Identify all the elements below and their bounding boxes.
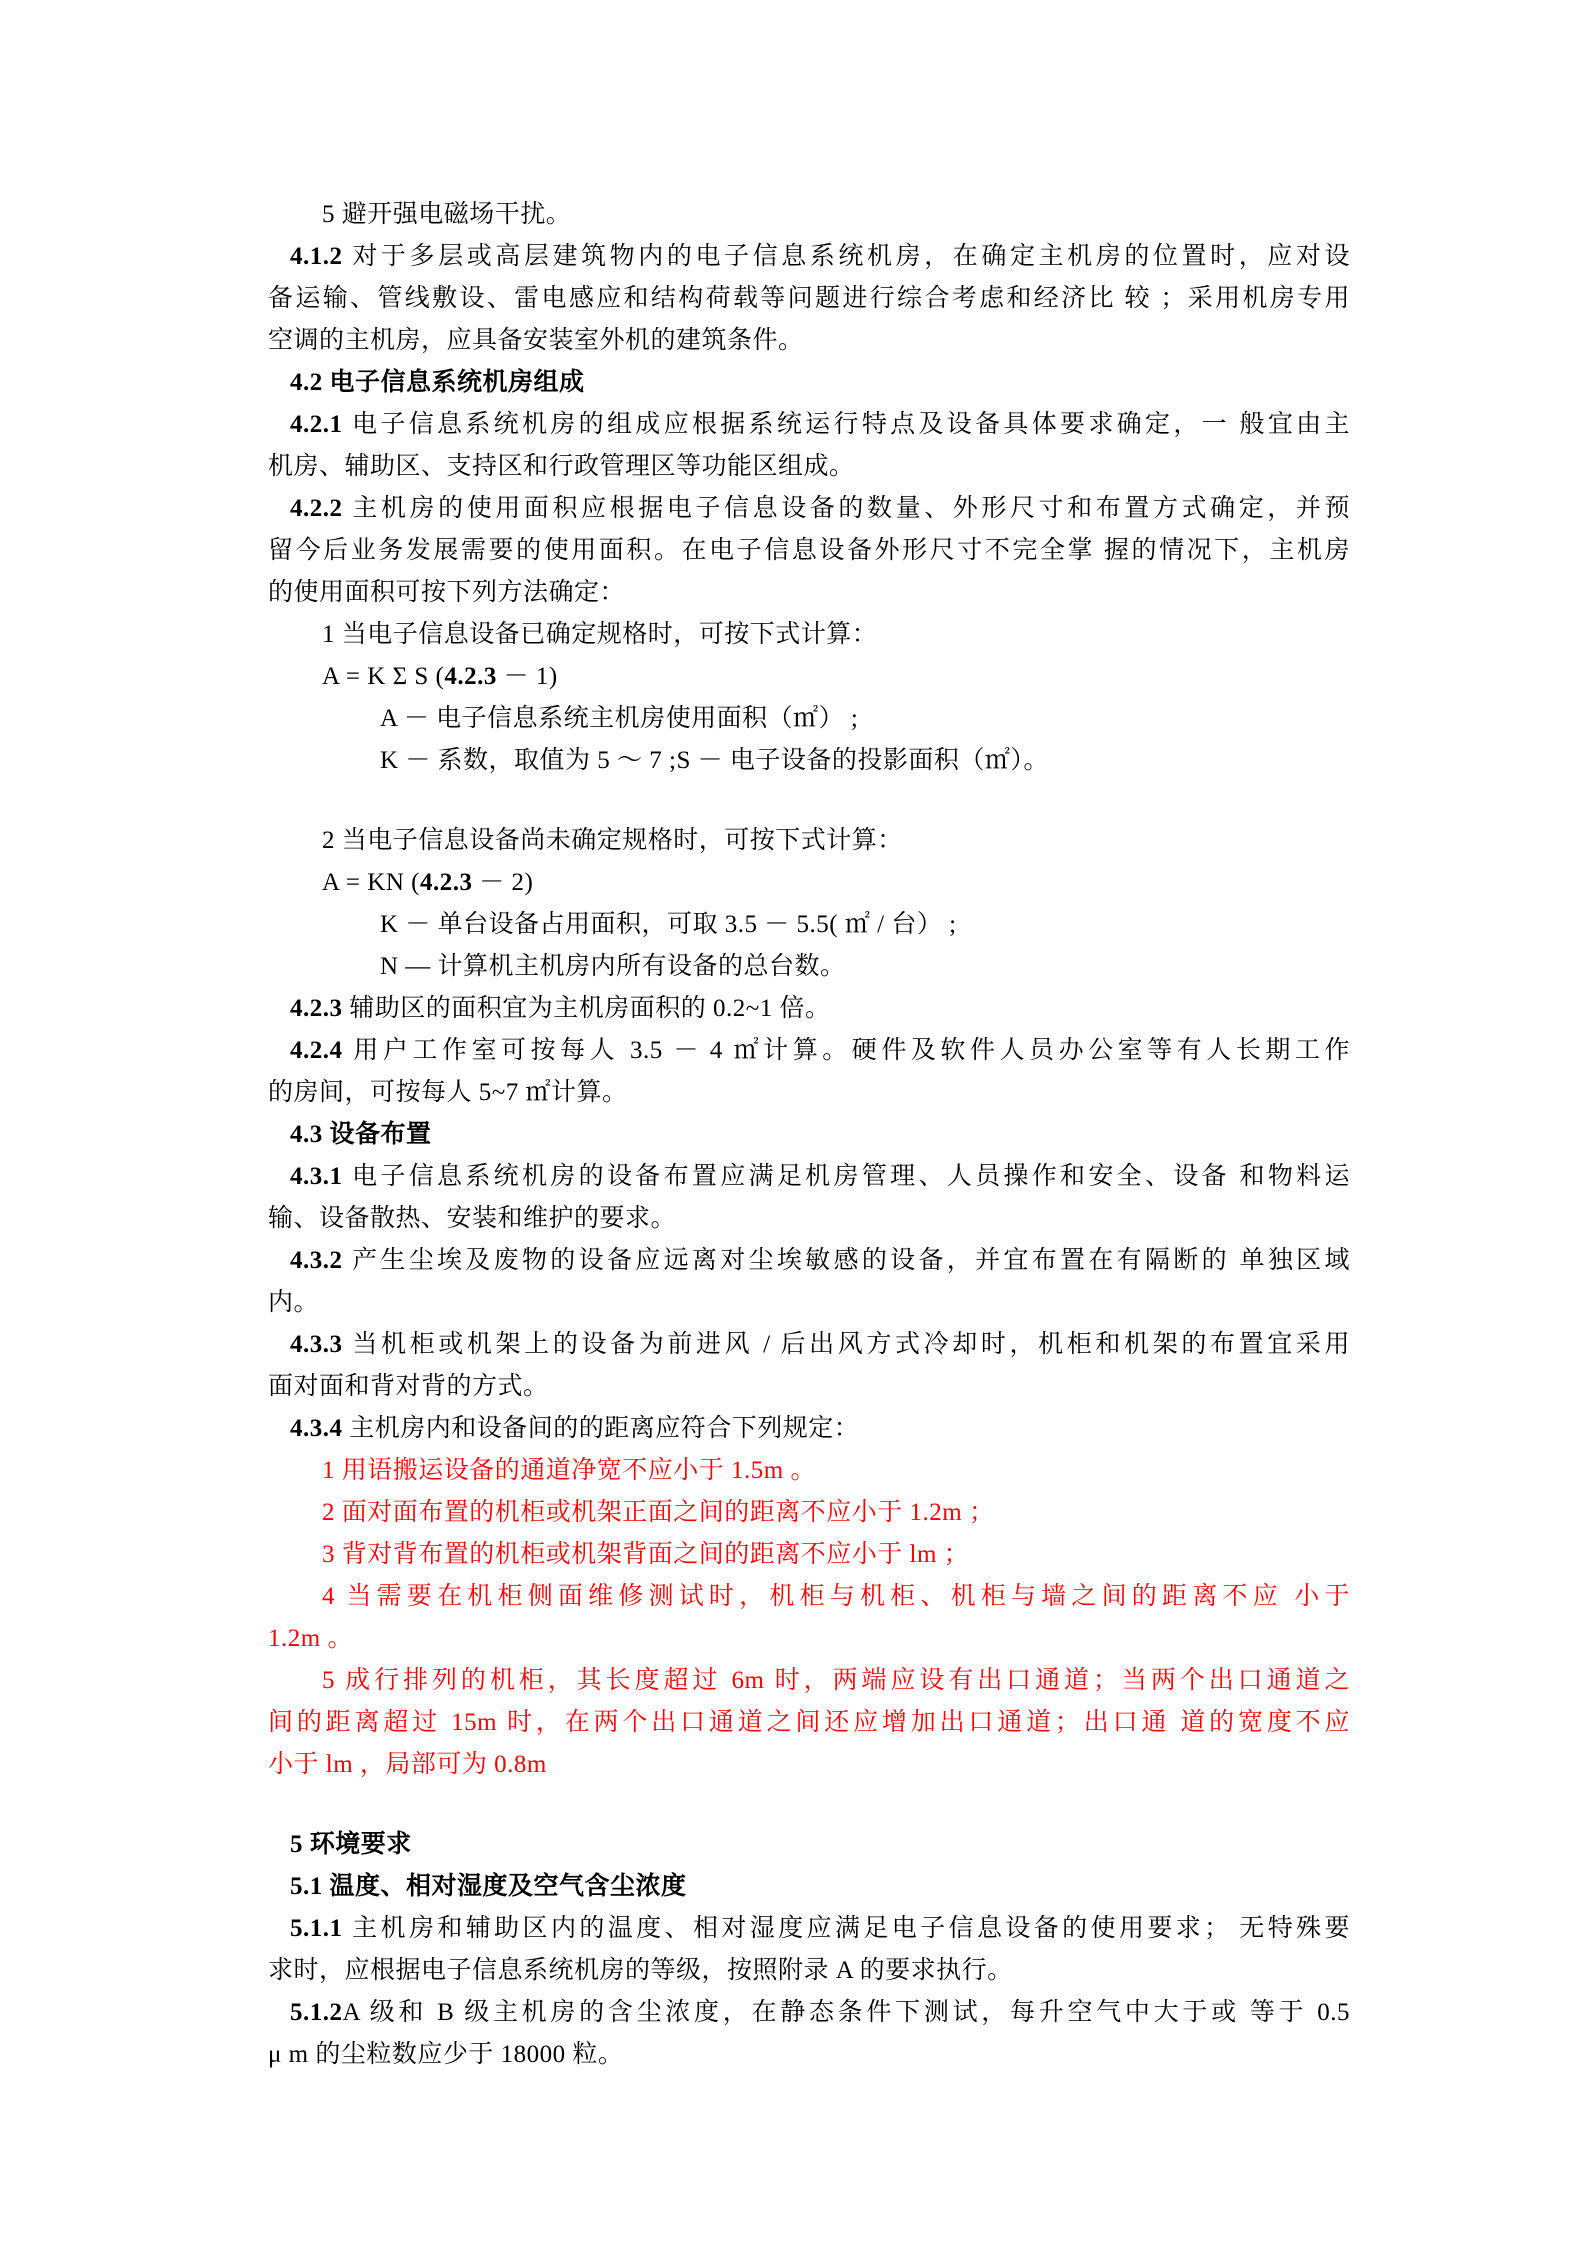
line-text: 4.3 设备布置 [290,1121,432,1148]
line-text: 机房、辅助区、支持区和行政管理区等功能区组成。 [268,453,855,480]
line-text: 对于多层或高层建筑物内的电子信息系统机房，在确定主机房的位置时，应对设 [342,243,1350,270]
text-line [322,200,571,230]
clause-number: 4.2.2 [290,495,343,522]
formula-number: 4.2.3 [444,663,497,690]
text-line [268,1372,1350,1402]
text-line [268,1204,1350,1234]
line-text: 5 环境要求 [290,1831,412,1858]
line-text: 4.2 电子信息系统机房组成 [290,369,585,396]
line-text: 5.1 温度、相对湿度及空气含尘浓度 [290,1873,687,1900]
line-text: 5 避开强电磁场干扰。 [322,201,572,228]
text-line [290,1246,1350,1276]
text-line [290,1120,432,1150]
line-text: 产生尘埃及废物的设备应远离对尘埃敏感的设备，并宜布置在有隔断的 单独区域 [342,1247,1350,1274]
formula-tail: － 2) [472,869,534,896]
clause-number: 5.1.2 [290,1999,343,2026]
line-text: 小于 lm ，局部可为 0.8m [268,1751,547,1778]
line-text: 主机房内和设备间的的距离应符合下列规定： [342,1415,860,1442]
line-text: 2 面对面布置的机柜或机架正面之间的距离不应小于 1.2m ； [322,1499,995,1526]
text-line [322,662,558,692]
line-text: 间的距离超过 15m 时，在两个出口通道之间还应增加出口通道；出口通 道的宽度不应 [268,1709,1350,1736]
text-line [290,1414,859,1444]
text-line [290,1830,412,1860]
text-line [322,1666,1350,1696]
line-text: 电子信息系统机房的设备布置应满足机房管理、人员操作和安全、设备 和物料运 [342,1163,1350,1190]
line-text: K － 单台设备占用面积，可取 3.5 － 5.5( ㎡ / 台） ; [380,911,957,938]
text-line [290,1330,1350,1360]
line-text: 当机柜或机架上的设备为前进风 / 后出风方式冷却时，机柜和机架的布置宜采用 [342,1331,1350,1358]
text-line [268,1708,1350,1738]
clause-number: 4.2.4 [290,1037,343,1064]
text-line [290,368,585,398]
formula-number: 4.2.3 [419,869,473,896]
text-line [380,746,1049,776]
text-line [290,994,831,1024]
line-text: 4 当需要在机柜侧面维修测试时，机柜与机柜、机柜与墙之间的距离不应 小于 [322,1583,1350,1610]
text-line [380,704,858,734]
line-text: A = KN ( [322,869,420,896]
text-line [322,620,877,650]
text-line [322,826,903,856]
text-line [290,1036,1350,1066]
formula-tail: － 1) [496,663,558,690]
line-text: 1 当电子信息设备已确定规格时，可按下式计算： [322,621,878,648]
line-text: 1.2m 。 [268,1625,353,1652]
text-line [268,578,1350,608]
line-text: 备运输、管线敷设、雷电感应和结构荷载等问题进行综合考虑和经济比 较 ；采用机房专用 [268,285,1350,312]
line-text: 面对面和背对背的方式。 [268,1373,549,1400]
text-line [290,410,1350,440]
line-text: A － 电子信息系统主机房使用面积（㎡） ; [380,705,859,732]
text-line [268,1956,1350,1986]
line-text: 5 成行排列的机柜，其长度超过 6m 时，两端应设有出口通道；当两个出口通道之 [322,1667,1350,1694]
text-line [268,284,1350,314]
text-line [290,1914,1350,1944]
line-text: 3 背对背布置的机柜或机架背面之间的距离不应小于 lm ； [322,1541,970,1568]
line-text: 用户工作室可按每人 3.5 － 4 ㎡计算。硬件及软件人员办公室等有人长期工作 [342,1037,1350,1064]
line-text: 主机房和辅助区内的温度、相对湿度应满足电子信息设备的使用要求； 无特殊要 [342,1915,1350,1942]
line-text: 空调的主机房，应具备安装室外机的建筑条件。 [268,327,804,354]
text-line [322,1498,994,1528]
text-line [380,910,957,940]
text-line [322,868,533,898]
text-line [268,1750,1350,1780]
text-line [322,1540,969,1570]
line-text: 留今后业务发展需要的使用面积。在电子信息设备外形尺寸不完全掌 握的情况下，主机房 [268,537,1350,564]
line-text: 求时，应根据电子信息系统机房的等级，按照附录 A 的要求执行。 [268,1957,1013,1984]
line-text: μ m 的尘粒数应少于 18000 粒。 [268,2041,624,2068]
line-text: 电子信息系统机房的组成应根据系统运行特点及设备具体要求确定，一 般宜由主 [342,411,1350,438]
line-text: 辅助区的面积宜为主机房面积的 0.2~1 倍。 [342,995,831,1022]
text-line [268,1624,1350,1654]
clause-number: 4.1.2 [290,243,343,270]
line-text: A 级和 B 级主机房的含尘浓度，在静态条件下测试，每升空气中大于或 等于 0.5 [342,1999,1350,2026]
line-text: K － 系数，取值为 5 ～ 7 ;S － 电子设备的投影面积（㎡）。 [380,747,1049,774]
line-text: 1 用语搬运设备的通道净宽不应小于 1.5m 。 [322,1457,816,1484]
line-text: 的房间，可按每人 5~7 ㎡计算。 [268,1079,628,1106]
text-line [268,2040,1350,2070]
clause-number: 4.3.2 [290,1247,343,1274]
text-line [290,242,1350,272]
text-line [290,1872,687,1902]
clause-number: 4.2.3 [290,995,343,1022]
line-text: 主机房的使用面积应根据电子信息设备的数量、外形尺寸和布置方式确定，并预 [342,495,1350,522]
line-text: 2 当电子信息设备尚未确定规格时，可按下式计算： [322,827,903,854]
text-line [290,494,1350,524]
clause-number: 4.3.4 [290,1415,343,1442]
text-line [290,1998,1350,2028]
line-text: A = K Σ S ( [322,663,445,690]
text-line [268,1078,1350,1108]
clause-number: 4.2.1 [290,411,343,438]
text-line [322,1582,1350,1612]
line-text: 的使用面积可按下列方法确定： [268,579,626,606]
line-text: 输、设备散热、安装和维护的要求。 [268,1205,677,1232]
clause-number: 5.1.1 [290,1915,343,1942]
text-line [268,536,1350,566]
text-line [268,452,1350,482]
clause-number: 4.3.1 [290,1163,343,1190]
line-text: N — 计算机主机房内所有设备的总台数。 [380,953,846,980]
line-text: 内。 [268,1289,320,1316]
text-line [322,1456,816,1486]
text-line [290,1162,1350,1192]
text-line [380,952,846,982]
text-line [268,1288,1350,1318]
text-line [268,326,1350,356]
clause-number: 4.3.3 [290,1331,343,1358]
